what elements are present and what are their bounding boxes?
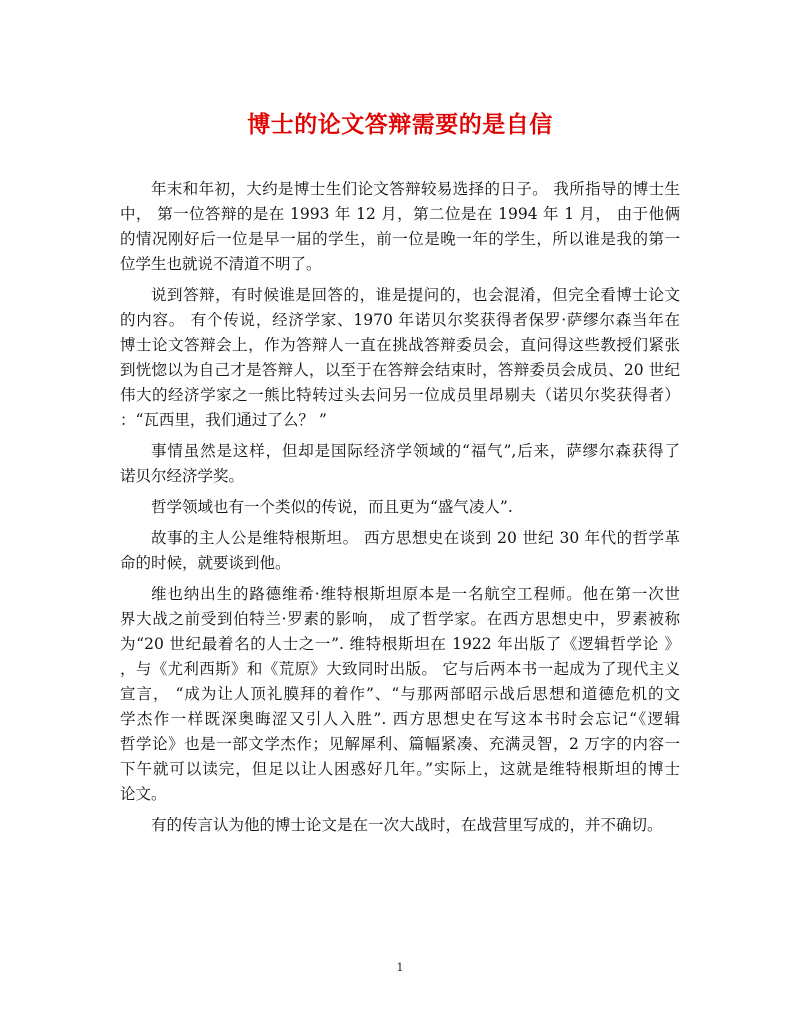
text-line: 说到答辩，有时候谁是回答的，谁是提问的，也会混淆，但完全看博士论文 xyxy=(151,286,680,304)
text-line: 学杰作一样既深奥晦涩又引人入胜”. 西方思想史在写这本书时会忘记“《逻辑 xyxy=(120,710,680,728)
text-line: 下午就可以读完，但足以让人困惑好几年。”实际上，这就是维特根斯坦的博士 xyxy=(120,760,680,778)
paragraph xyxy=(120,526,680,576)
text-line: 事情虽然是这样，但却是国际经济学领域的“福气”,后来，萨缪尔森获得了 xyxy=(151,442,680,460)
paragraph xyxy=(120,177,680,277)
text-line: 界大战之前受到伯特兰·罗素的影响， 成了哲学家。在西方思想史中，罗素被称 xyxy=(120,610,680,628)
text-line: 宣言， “成为让人顶礼膜拜的着作”、“与那两部昭示战后思想和道德危机的文 xyxy=(120,685,680,703)
paragraph xyxy=(120,283,680,433)
text-line: 哲学领域也有一个类似的传说，而且更为“盛气凌人”. xyxy=(151,498,513,516)
text-line: 哲学论》也是一部文学杰作；见解犀利、篇幅紧凑、充满灵智，2 万字的内容一 xyxy=(120,735,680,753)
text-line: 伟大的经济学家之一熊比特转过头去问另一位成员里昂剔夫（诺贝尔奖获得者） xyxy=(120,386,680,404)
text-line: 命的时候，就要谈到他。 xyxy=(120,554,291,572)
text-line: 有的传言认为他的博士论文是在一次大战时，在战营里写成的，并不确切。 xyxy=(151,816,663,834)
text-line: ：“瓦西里，我们通过了么？ ” xyxy=(120,411,327,429)
text-line: 故事的主人公是维特根斯坦。 西方思想史在谈到 20 世纪 30 年代的哲学革 xyxy=(151,529,680,547)
text-line: 诺贝尔经济学奖。 xyxy=(120,467,245,485)
text-line: 博士论文答辩会上，作为答辩人一直在挑战答辩委员会，直问得这些教授们紧张 xyxy=(120,336,680,354)
text-line: 的情况刚好后一位是早一届的学生，前一位是晚一年的学生，所以谁是我的第一 xyxy=(120,230,680,248)
paragraph xyxy=(120,439,680,489)
text-line: 中， 第一位答辩的是在 1993 年 12 月，第二位是在 1994 年 1 月， 由于他俩 xyxy=(120,205,680,223)
paragraph xyxy=(120,495,680,520)
text-line: 的内容。 有个传说，经济学家、1970 年诺贝尔奖获得者保罗·萨缪尔森当年在 xyxy=(120,311,680,329)
paragraph xyxy=(120,813,680,838)
text-line: 位学生也就说不清道不明了。 xyxy=(120,255,322,273)
text-line: 论文。 xyxy=(120,785,167,803)
paragraph xyxy=(120,582,680,807)
page-number: 1 xyxy=(396,961,404,974)
text-line: ，与《尤利西斯》和《荒原》大致同时出版。 它与后两本书一起成为了现代主义 xyxy=(120,660,680,678)
text-line: 为“20 世纪最着名的人士之一”. 维特根斯坦在 1922 年出版了《逻辑哲学论 》 xyxy=(120,635,680,653)
text-line: 维也纳出生的路德维希·维特根斯坦原本是一名航空工程师。他在第一次世 xyxy=(151,585,680,603)
document-body xyxy=(120,177,680,844)
text-line: 年末和年初，大约是博士生们论文答辩较易选择的日子。 我所指导的博士生 xyxy=(151,180,680,198)
text-line: 到恍惚以为自己才是答辩人，以至于在答辩会结束时，答辩委员会成员、20 世纪 xyxy=(120,361,680,379)
document-title: 博士的论文答辩需要的是自信 xyxy=(247,111,553,138)
